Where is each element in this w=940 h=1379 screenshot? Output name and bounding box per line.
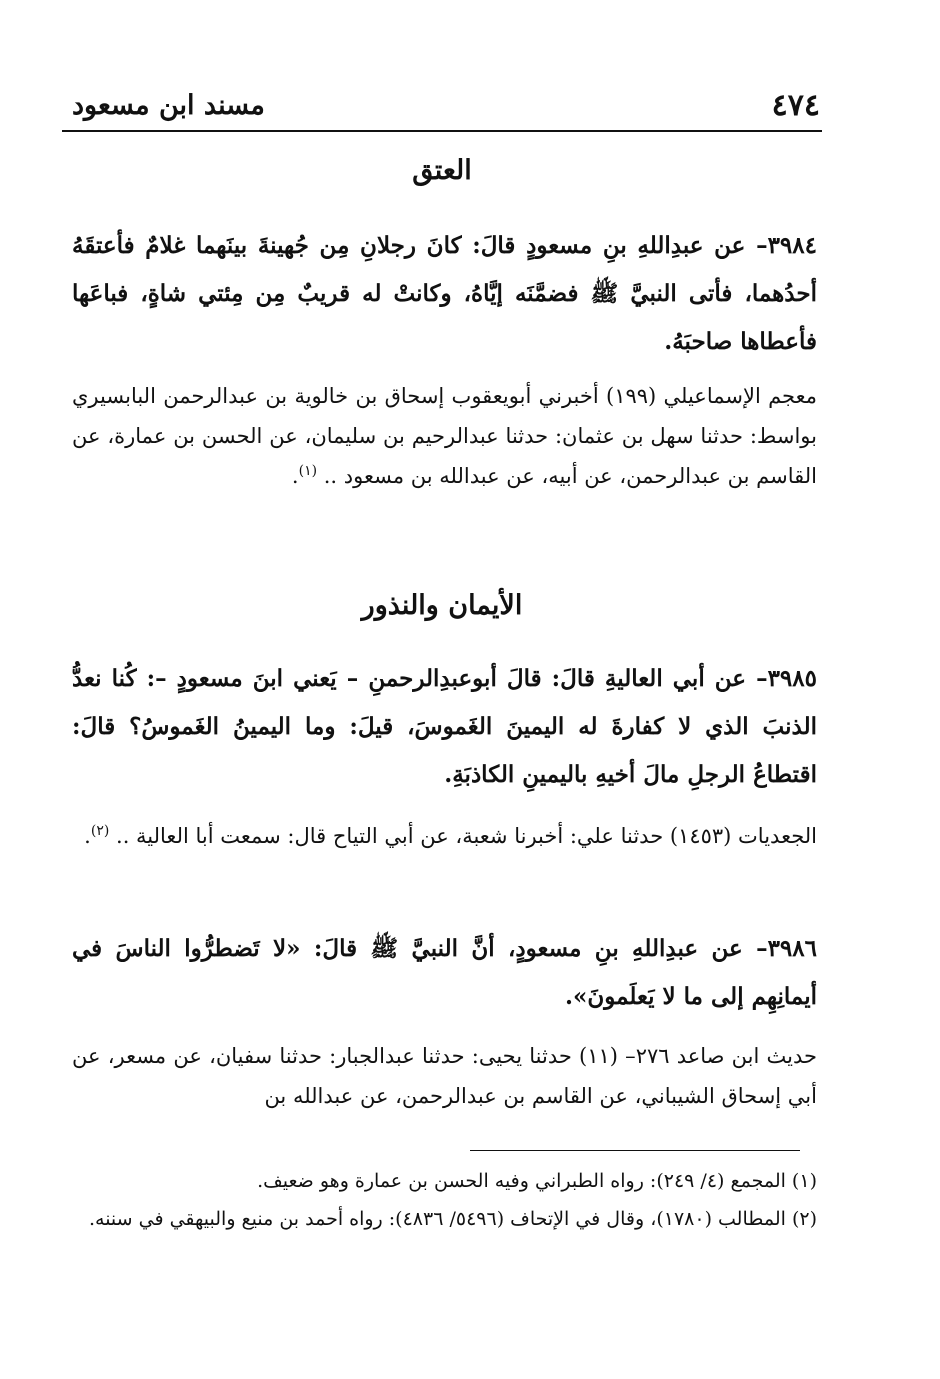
footnote-separator — [470, 1150, 800, 1151]
footnote-2: (٢) المطالب (١٧٨٠)، وقال في الإتحاف (٥٤٩٦/ ٤٨٣٦): رواه أحمد بن منيع والبيهقي في سننه. — [88, 1208, 817, 1230]
footnote-1: (١) المجمع (٤/ ٢٤٩): رواه الطبراني وفيه الحسن بن عمارة وهو ضعيف. — [257, 1170, 817, 1192]
source-3985: الجعديات (١٤٥٣) حدثنا علي: أخبرنا شعبة، عن أبي التياح قال: سمعت أبا العالية .. $^{(٢)}$. — [84, 823, 817, 848]
hadith-text: ٣٩٨٤– عن عبدِاللهِ بنِ مسعودٍ قالَ: كانَ رجلانِ مِن جُهينةَ بينَهما غلامٌ فأعتقَهُ أحدُهما، فأتى النبيَّ ﷺ فضمَّنَه إيَّاهُ، وكانتْ له قريبٌ مِن مِئتي شاةٍ، فباعَها فأعطاها صاحبَهُ. — [72, 232, 817, 355]
hadith-3986 — [72, 925, 817, 1021]
source-3984: معجم الإسماعيلي (١٩٩) أخبرني أبويعقوب إسحاق بن خالوية بن عبدالرحمن البابسيري بواسط: حدثنا سهل بن عثمان: حدثنا عبدالرحيم بن سليمان، عن الحسن بن عمارة، عن القاسم بن عبدالرحمن، عن أبيه، عن عبدالله بن مسعود .. $^{(١)}$. — [72, 384, 817, 488]
footnotes — [72, 1162, 817, 1238]
page-number: ٤٧٤ — [771, 88, 820, 123]
hadith-3984 — [72, 222, 817, 366]
source-text: الجعديات (١٤٥٣) حدثنا علي: أخبرنا شعبة، عن أبي التياح قال: سمعت أبا العالية .. — [116, 824, 817, 848]
hadith-text: ٣٩٨٥– عن أبي العاليةِ قالَ: قالَ أبوعبدِالرحمنِ – يَعني ابنَ مسعودٍ –: كُنا نعدُّ الذنبَ الذي لا كفارةَ له اليمينَ الغَموسَ، قيلَ: وما اليمينُ الغَموسُ؟ قالَ: اقتطاعُ الرجلِ مالَ أخيهِ باليمينِ الكاذبَةِ. — [72, 665, 817, 788]
footnote-ref-1: (١) — [298, 463, 318, 479]
source-text: حديث ابن صاعد ٢٧٦– (١١) حدثنا يحيى: حدثنا عبدالجبار: حدثنا سفيان، عن مسعر، عن أبي إسحاق الشيباني، عن القاسم بن عبدالرحمن، عن عبدالله بن — [72, 1044, 818, 1108]
hadith-3985 — [72, 655, 817, 799]
source-3986 — [72, 1036, 817, 1116]
running-title: مسند ابن مسعود — [72, 90, 265, 121]
hadith-text: ٣٩٨٦– عن عبدِاللهِ بنِ مسعودٍ، أنَّ النبيَّ ﷺ قالَ: «لا تَضطرُّوا الناسَ في أيمانِهِم إلى ما لا يَعلَمونَ». — [72, 935, 817, 1010]
footnote-ref-2: (٢) — [90, 823, 110, 839]
source-text: معجم الإسماعيلي (١٩٩) أخبرني أبويعقوب إسحاق بن خالوية بن عبدالرحمن البابسيري بواسط: حدثنا سهل بن عثمان: حدثنا عبدالرحيم بن سليمان، عن الحسن بن عمارة، عن القاسم بن عبدالرحمن، عن أبيه، عن عبدالله بن مسعود .. — [72, 384, 817, 488]
page-header — [62, 86, 822, 132]
section-title-manumission: العتق — [412, 155, 472, 186]
section-title-oaths-vows: الأيمان والنذور — [361, 590, 523, 621]
